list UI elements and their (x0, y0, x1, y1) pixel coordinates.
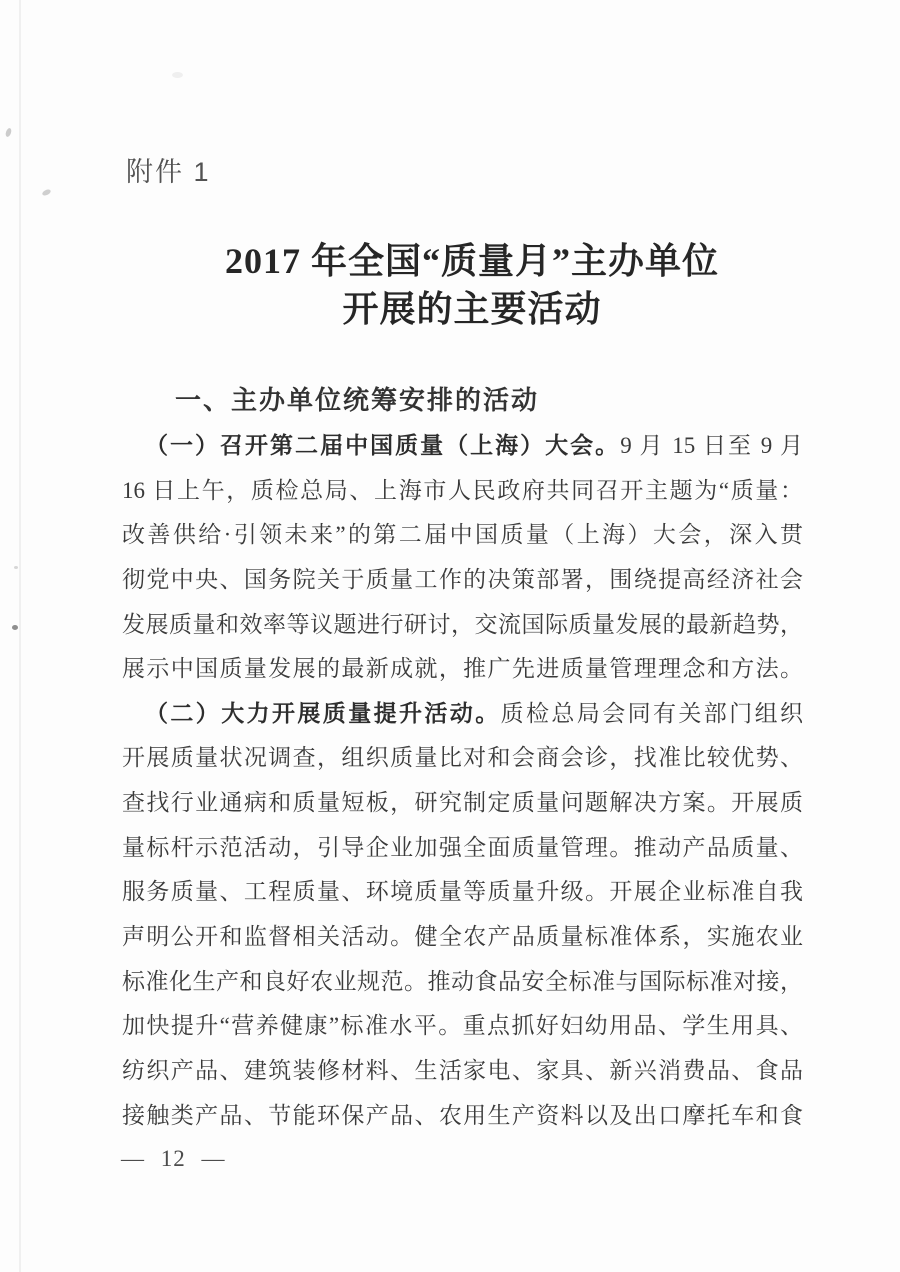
paragraph-1-lead-rest: 9 月 15 日至 9 月 (620, 433, 803, 458)
scan-artifact (12, 625, 18, 630)
scan-artifact (41, 188, 51, 196)
paragraph-2-line: 查找行业通病和质量短板，研究制定质量问题解决方案。开展质 (122, 790, 803, 816)
scan-artifact (14, 566, 18, 569)
paragraph-2-line: 标准化生产和良好农业规范。推动食品安全标准与国际标准对接， (122, 968, 803, 994)
attachment-label: 附件 1 (126, 157, 211, 187)
paragraph-2-line: 服务质量、工程质量、环境质量等质量升级。开展企业标准自我 (122, 879, 803, 905)
paragraph-2-line: 声明公开和监督相关活动。健全农产品质量标准体系，实施农业 (122, 924, 803, 950)
paragraph-2-line: 开展质量状况调查，组织质量比对和会商会诊，找准比较优势、 (122, 745, 803, 771)
paragraph-1-line: 16 日上午，质检总局、上海市人民政府共同召开主题为“质量： (122, 477, 803, 503)
paragraph-2-line-lead (122, 692, 803, 737)
section-heading: 一、主办单位统筹安排的活动 (175, 385, 540, 415)
paragraph-1-line: 展示中国质量发展的最新成就，推广先进质量管理理念和方法。 (122, 656, 803, 682)
paragraph-1-line: 发展质量和效率等议题进行研讨，交流国际质量发展的最新趋势， (122, 611, 803, 637)
title-line-2: 开展的主要活动 (342, 289, 602, 329)
paragraph-2-line: 加快提升“营养健康”标准水平。重点抓好妇幼用品、学生用具、 (122, 1013, 803, 1039)
paragraph-1-line-lead (122, 424, 803, 469)
paragraph-2-line: 纺织产品、建筑装修材料、生活家电、家具、新兴消费品、食品 (122, 1057, 803, 1083)
paragraph-1-line: 改善供给·引领未来”的第二届中国质量（上海）大会，深入贯 (122, 522, 803, 548)
paragraph-1-lead: （一）召开第二届中国质量（上海）大会。 (145, 433, 621, 458)
document-title (22, 237, 900, 333)
page-number: — 12 — (121, 1146, 226, 1171)
scan-artifact (5, 127, 13, 137)
paragraph-2-line: 接触类产品、节能环保产品、农用生产资料以及出口摩托车和食 (122, 1102, 803, 1128)
scan-artifact (172, 72, 183, 78)
scan-artifact-line (19, 0, 21, 1272)
title-line-1: 2017 年全国“质量月”主办单位 (224, 241, 719, 281)
paragraph-2-lead: （二）大力开展质量提升活动。 (145, 700, 501, 726)
paragraph-1-line: 彻党中央、国务院关于质量工作的决策部署，围绕提高经济社会 (122, 566, 803, 592)
paragraph-2-lead-rest: 质检总局会同有关部门组织 (500, 700, 803, 726)
paragraph-2-line: 量标杆示范活动，引导企业加强全面质量管理。推动产品质量、 (122, 834, 803, 860)
document-body (122, 424, 803, 1138)
